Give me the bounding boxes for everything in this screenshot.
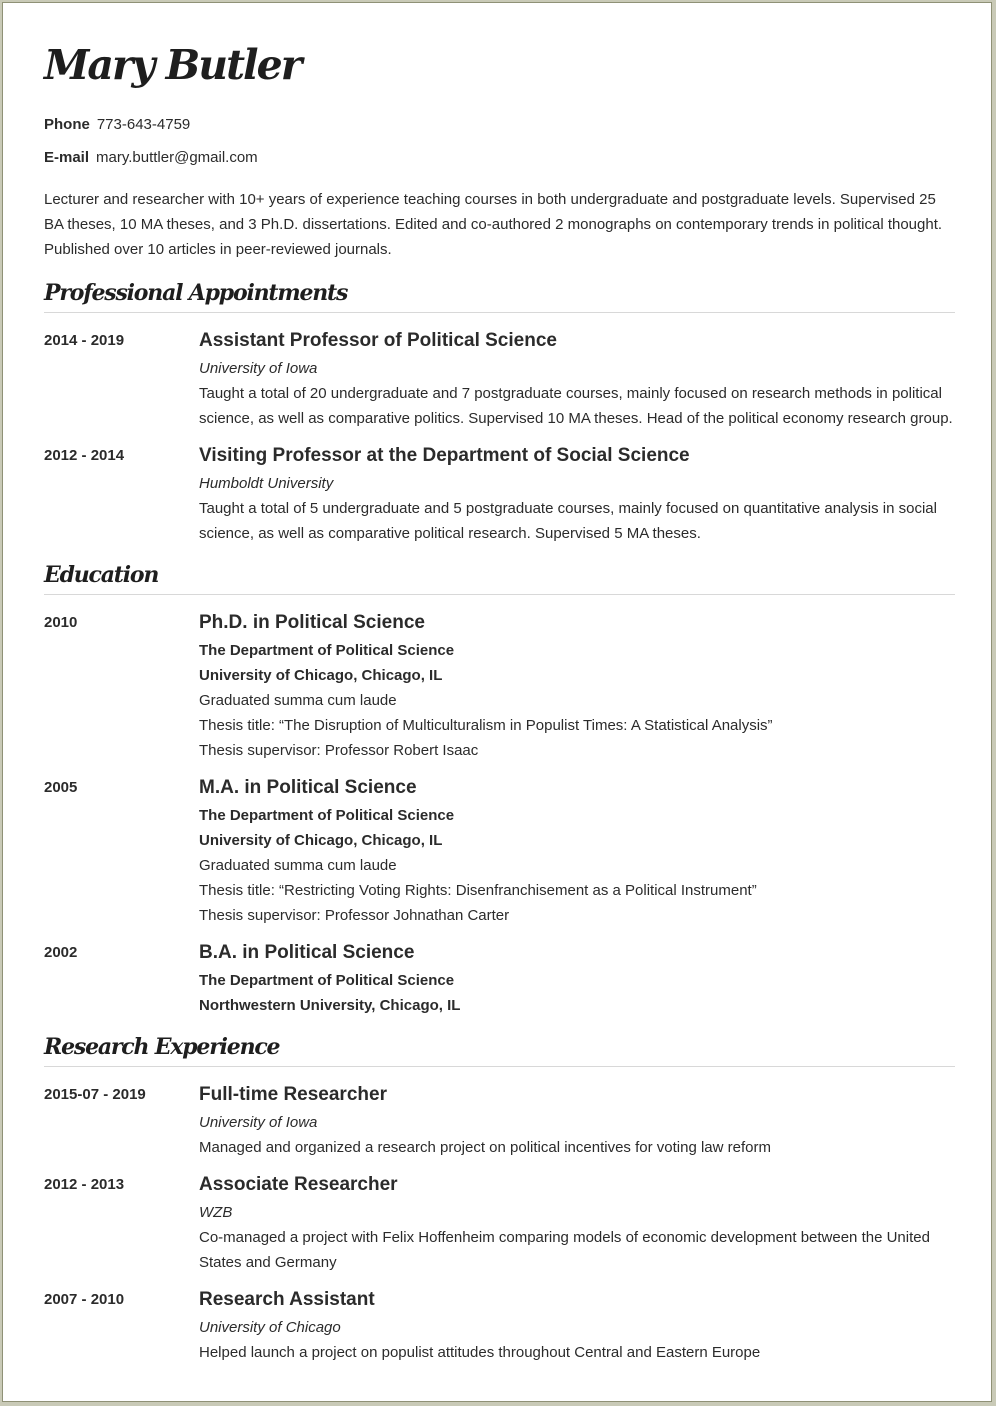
entry-date: 2015-07 - 2019	[44, 1086, 146, 1103]
section-divider	[44, 594, 955, 595]
candidate-name: Mary Butler	[44, 41, 301, 89]
entry-date: 2002	[44, 944, 78, 961]
entry-thesis: Thesis title: “Restricting Voting Rights: Disenfranchisement as a Political Instrument”	[199, 882, 757, 899]
entry-description: Managed and organized a research project on political incentives for voting law reform	[199, 1139, 771, 1156]
entry-department: The Department of Political Science	[199, 972, 455, 989]
entry-school: Northwestern University, Chicago, IL	[199, 997, 461, 1014]
email-label: E-mail	[44, 149, 90, 166]
entry-date: 2010	[44, 614, 78, 631]
entry-thesis: Thesis title: “The Disruption of Multiculturalism in Populist Times: A Statistical Analysis”	[199, 717, 773, 734]
section-divider	[44, 1066, 955, 1067]
section-title-education: Education	[44, 562, 159, 588]
section-title-appointments: Professional Appointments	[44, 280, 348, 306]
phone-row	[44, 116, 190, 133]
entry-description: Taught a total of 20 undergraduate and 7 postgraduate courses, mainly focused on research methods in political science, as well as comparative politics. Supervised 10 MA theses. Head of the political economy research group.	[199, 385, 953, 427]
entry-body	[199, 1288, 955, 1365]
entry-description: Taught a total of 5 undergraduate and 5 postgraduate courses, mainly focused on quantitative analysis in social science, as well as comparative political research. Supervised 5 MA theses.	[199, 500, 937, 542]
entry-body	[199, 611, 955, 763]
entry-organization: University of Iowa	[199, 360, 318, 377]
entry-description: Co-managed a project with Felix Hoffenheim comparing models of economic development between the United States and Germany	[199, 1229, 930, 1271]
entry-title: Assistant Professor of Political Science	[199, 330, 557, 351]
entry-date: 2014 - 2019	[44, 332, 125, 349]
email-row	[44, 149, 258, 166]
phone-value: 773-643-4759	[96, 116, 191, 133]
entry-honors: Graduated summa cum laude	[199, 692, 397, 709]
phone-label: Phone	[44, 116, 90, 133]
entry-body	[199, 329, 955, 431]
summary: Lecturer and researcher with 10+ years of experience teaching courses in both undergraduate and postgraduate levels. Supervised 25 BA theses, 10 MA theses, and 3 Ph.D. dissertations. Edited and co-authored 2 monographs on contemporary trends in political thought. Published over 10 articles in peer-reviewed journals.	[44, 191, 943, 258]
entry-body	[199, 941, 955, 1018]
entry-supervisor: Thesis supervisor: Professor Robert Isaac	[199, 742, 479, 759]
entry-body	[199, 776, 955, 928]
entry-department: The Department of Political Science	[199, 642, 455, 659]
entry-title: Visiting Professor at the Department of Social Science	[199, 445, 690, 466]
entry-organization: Humboldt University	[199, 475, 334, 492]
entry-honors: Graduated summa cum laude	[199, 857, 397, 874]
entry-department: The Department of Political Science	[199, 807, 455, 824]
entry-title: Research Assistant	[199, 1289, 375, 1310]
section-divider	[44, 312, 955, 313]
entry-date: 2005	[44, 779, 78, 796]
entry-school: University of Chicago, Chicago, IL	[199, 667, 443, 684]
entry-date: 2012 - 2014	[44, 447, 125, 464]
section-title-research: Research Experience	[44, 1034, 280, 1060]
entry-school: University of Chicago, Chicago, IL	[199, 832, 443, 849]
entry-organization: University of Iowa	[199, 1114, 318, 1131]
entry-organization: WZB	[199, 1204, 233, 1221]
resume-page	[2, 2, 992, 1402]
email-value: mary.buttler@gmail.com	[96, 149, 258, 166]
entry-body	[199, 1173, 955, 1275]
entry-supervisor: Thesis supervisor: Professor Johnathan Carter	[199, 907, 510, 924]
entry-title: Associate Researcher	[199, 1174, 398, 1195]
entry-date: 2007 - 2010	[44, 1291, 125, 1308]
entry-date: 2012 - 2013	[44, 1176, 125, 1193]
entry-body	[199, 1083, 955, 1160]
entry-organization: University of Chicago	[199, 1319, 341, 1336]
entry-description: Helped launch a project on populist attitudes throughout Central and Eastern Europe	[199, 1344, 761, 1361]
entry-title: Full-time Researcher	[199, 1084, 387, 1105]
entry-title: B.A. in Political Science	[199, 942, 415, 963]
entry-body	[199, 444, 955, 546]
entry-title: M.A. in Political Science	[199, 777, 417, 798]
entry-title: Ph.D. in Political Science	[199, 612, 425, 633]
